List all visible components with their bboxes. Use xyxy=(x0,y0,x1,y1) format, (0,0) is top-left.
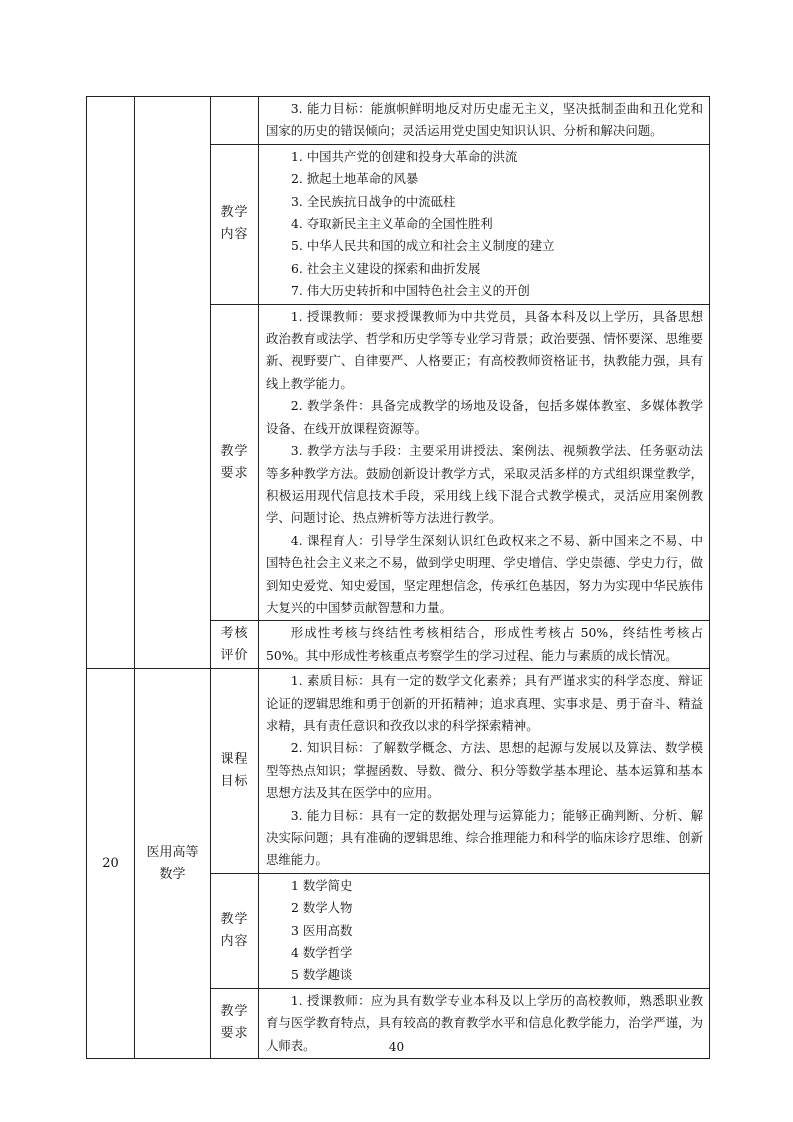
list-item: 2. 掀起土地革命的风暴 xyxy=(291,171,419,187)
evaluation-text-cell xyxy=(259,621,710,669)
category-cell xyxy=(211,304,259,621)
course-name-cell xyxy=(135,97,211,669)
category-label-requirements: 教学要求 xyxy=(220,1004,249,1042)
table-row xyxy=(87,669,710,874)
curriculum-table xyxy=(86,96,710,1059)
course-number-cell xyxy=(87,669,135,1059)
req-paragraph: 1. 授课教师：要求授课教师为中共党员，具备本科及以上学历，具备思想政治教育或法学、哲学和历史学等专业学习背景；政治要强、情怀要深、思维要新、视野要广、自律要严、人格要正；有高校教师资格证书，执教能力强，具有线上教学能力。 xyxy=(266,308,703,391)
category-cell xyxy=(211,669,259,874)
content-text-cell xyxy=(259,873,710,988)
category-label-evaluation: 考核评价 xyxy=(220,625,249,663)
eval-paragraph: 形成性考核与终结性考核相结合，形成性考核占 50%，终结性考核占 50%。其中形成性考核重点考察学生的学习过程、能力与素质的成长情况。 xyxy=(266,625,703,663)
list-item: 1 数学简史 xyxy=(291,877,353,893)
req-paragraph: 2. 教学条件：具备完成教学的场地及设备，包括多媒体教室、多媒体教学设备、在线开放课程资源等。 xyxy=(266,398,703,436)
course-name-cell xyxy=(135,669,211,1059)
list-item: 1. 中国共产党的创建和投身大革命的洪流 xyxy=(291,148,518,164)
list-item: 7. 伟大历史转折和中国特色社会主义的开创 xyxy=(291,283,530,299)
course-name: 医用高等数学 xyxy=(146,844,199,882)
content-list xyxy=(266,875,703,987)
list-item: 4. 夺取新民主主义革命的全国性胜利 xyxy=(291,216,493,232)
goal-paragraph: 2. 知识目标：了解数学概念、方法、思想的起源与发展以及算法、数学模型等热点知识；掌握函数、导数、微分、积分等数学基本理论、基本运算和基本思想方法及其在医学中的应用。 xyxy=(266,740,703,801)
content-list xyxy=(266,146,703,303)
category-cell xyxy=(211,873,259,988)
category-cell xyxy=(211,97,259,145)
req-paragraph: 4. 课程育人：引导学生深刻认识红色政权来之不易、新中国来之不易、中国特色社会主义来之不易，做到学史明理、学史增信、学史崇德、学史力行，做到知史爱党、知史爱国，坚定理想信念，传承红色基因，努力为实现中华民族伟大复兴的中国梦贡献智慧和力量。 xyxy=(266,532,703,615)
content-text-cell xyxy=(259,144,710,304)
goal-paragraph: 1. 素质目标：具有一定的数学文化素养；具有严谨求实的科学态度、辩证论证的逻辑思维和勇于创新的开拓精神；追求真理、实事求是、勇于奋斗、精益求精，具有责任意识和孜孜以求的科学探索精神。 xyxy=(266,673,703,733)
list-item: 6. 社会主义建设的探索和曲折发展 xyxy=(291,260,481,276)
list-item: 5. 中华人民共和国的成立和社会主义制度的建立 xyxy=(291,238,555,254)
page-number: 40 xyxy=(388,1040,405,1054)
goal-text-cell xyxy=(259,97,710,145)
goal-paragraph: 3. 能力目标：具有一定的数据处理与运算能力；能够正确判断、分析、解决实际问题；具有准确的逻辑思维、综合推理能力和科学的临床诊疗思维、创新思维能力。 xyxy=(266,807,703,868)
course-number: 20 xyxy=(102,856,119,872)
list-item: 3. 全民族抗日战争的中流砥柱 xyxy=(291,193,456,209)
list-item: 5 数学趣谈 xyxy=(291,967,353,983)
table-row xyxy=(87,97,710,145)
req-paragraph: 1. 授课教师：应为具有数学专业本科及以上学历的高校教师，熟悉职业教育与医学教育特点，具有较高的教育教学水平和信息化教学能力，治学严谨，为人师表。 xyxy=(266,992,703,1053)
category-label-content: 教学内容 xyxy=(220,911,249,949)
category-label-content: 教学内容 xyxy=(220,205,249,243)
req-paragraph: 3. 教学方法与手段：主要采用讲授法、案例法、视频教学法、任务驱动法等多种教学方法。鼓励创新设计教学方式，采取灵活多样的方式组织课堂教学，积极运用现代信息技术手段，采用线上线下混合式教学模式，灵活应用案例教学、问题讨论、热点辨析等方法进行教学。 xyxy=(266,443,703,526)
category-label-goals: 课程目标 xyxy=(220,751,249,789)
goal-ability-paragraph: 3. 能力目标：能旗帜鲜明地反对历史虚无主义，坚决抵制歪曲和丑化党和国家的历史的错误倾向；灵活运用党史国史知识认识、分析和解决问题。 xyxy=(266,101,703,139)
list-item: 4 数学哲学 xyxy=(291,945,353,961)
goal-text-cell xyxy=(259,669,710,874)
category-cell xyxy=(211,144,259,304)
course-number-cell xyxy=(87,97,135,669)
category-cell xyxy=(211,621,259,669)
list-item: 3 医用高数 xyxy=(291,922,353,938)
requirements-text-cell xyxy=(259,304,710,621)
list-item: 2 数学人物 xyxy=(291,900,353,916)
category-label-requirements: 教学要求 xyxy=(220,443,249,481)
